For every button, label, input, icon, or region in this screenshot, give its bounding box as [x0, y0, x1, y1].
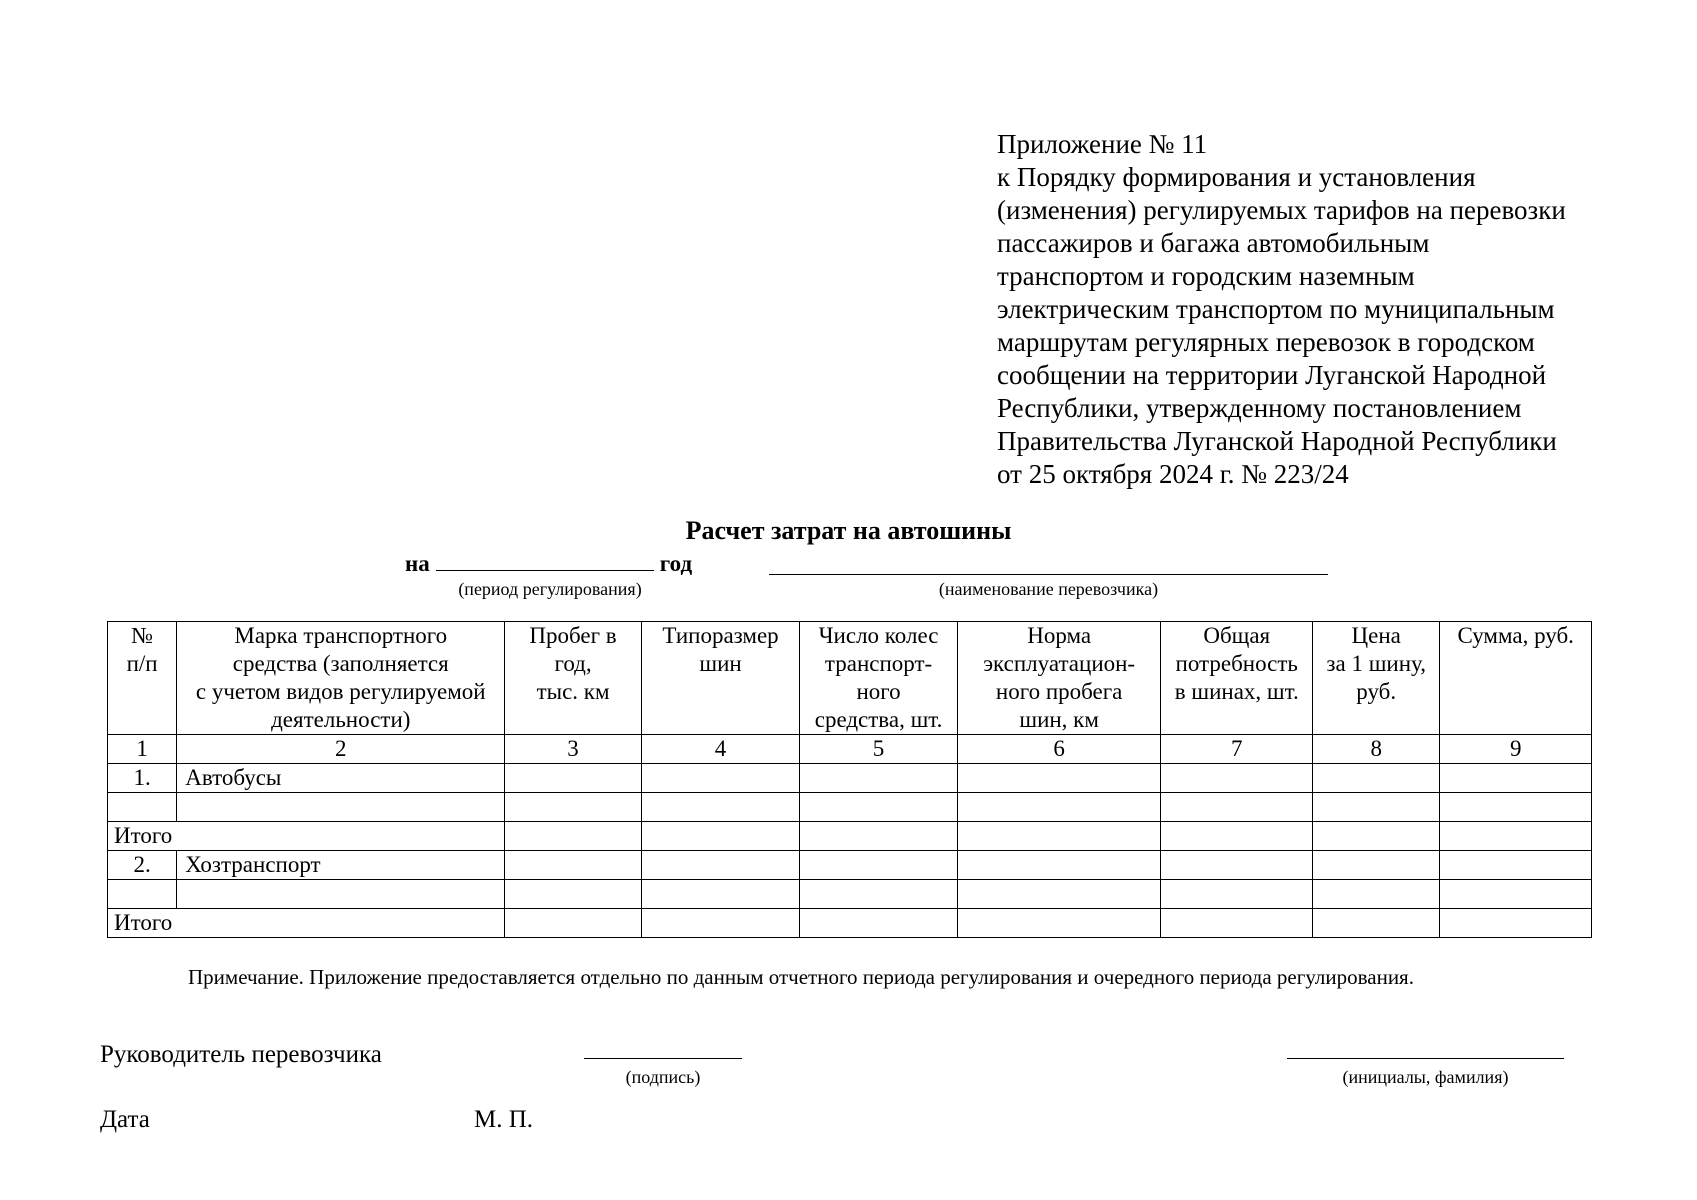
data-cell[interactable] — [1161, 793, 1313, 822]
column-header-line: за 1 шину, — [1326, 651, 1426, 676]
appendix-line: электрическим транспортом по муниципальным — [997, 294, 1555, 324]
appendix-block — [997, 128, 1637, 491]
tire-costs-table — [107, 621, 1592, 938]
data-cell[interactable] — [957, 822, 1161, 851]
data-cell[interactable] — [1161, 909, 1313, 938]
column-header — [505, 622, 641, 735]
table-row — [108, 822, 1592, 851]
column-number: 8 — [1312, 735, 1439, 764]
appendix-line: транспортом и городским наземным — [997, 261, 1415, 291]
data-cell[interactable] — [1312, 909, 1439, 938]
period-caption: (период регулирования) — [458, 579, 642, 599]
row-number-cell: 1. — [108, 764, 177, 793]
column-header-line: с учетом видов регулируемой — [195, 679, 486, 704]
appendix-line: Правительства Луганской Народной Республики — [997, 426, 1557, 456]
carrier-caption: (наименование перевозчика) — [938, 579, 1159, 599]
data-cell[interactable] — [1161, 764, 1313, 793]
data-cell[interactable] — [1440, 822, 1592, 851]
data-cell[interactable] — [641, 880, 800, 909]
vehicle-type-cell[interactable] — [177, 880, 505, 909]
column-header-line: средства, шт. — [814, 707, 943, 732]
column-number: 2 — [177, 735, 505, 764]
data-cell[interactable] — [1440, 880, 1592, 909]
data-cell[interactable] — [641, 822, 800, 851]
total-label: Итого — [108, 822, 505, 851]
name-caption: (инициалы, фамилия) — [1342, 1067, 1509, 1087]
column-header-line: Пробег в — [529, 623, 617, 648]
data-cell[interactable] — [1440, 851, 1592, 880]
data-cell[interactable] — [505, 764, 641, 793]
data-cell[interactable] — [800, 822, 958, 851]
column-header — [1312, 622, 1439, 735]
column-header — [800, 622, 958, 735]
data-cell[interactable] — [1312, 851, 1439, 880]
column-header — [1161, 622, 1313, 735]
data-cell[interactable] — [505, 880, 641, 909]
table-row — [108, 909, 1592, 938]
data-cell[interactable] — [641, 764, 800, 793]
column-number: 5 — [800, 735, 958, 764]
stamp-label: М. П. — [474, 1106, 534, 1133]
column-number-row — [108, 735, 1592, 764]
table-row — [108, 793, 1592, 822]
column-header-line: год, — [554, 651, 592, 676]
column-header-line: № — [131, 623, 154, 648]
data-cell[interactable] — [1312, 880, 1439, 909]
column-header-line: средства (заполняется — [232, 651, 449, 676]
column-number: 6 — [957, 735, 1161, 764]
signature-blank-field[interactable] — [584, 1058, 742, 1059]
column-number: 3 — [505, 735, 641, 764]
data-cell[interactable] — [800, 764, 958, 793]
data-cell[interactable] — [800, 909, 958, 938]
data-cell[interactable] — [1440, 764, 1592, 793]
column-header-line: ного пробега — [995, 679, 1123, 704]
appendix-line: маршрутам регулярных перевозок в городском — [997, 327, 1535, 357]
column-header-line: шин — [699, 651, 742, 676]
column-number: 9 — [1440, 735, 1592, 764]
vehicle-type-cell: Автобусы — [177, 764, 505, 793]
row-number-cell: 2. — [108, 851, 177, 880]
column-header-line: Сумма, руб. — [1457, 623, 1574, 648]
column-header-line: Типоразмер — [662, 623, 779, 648]
data-cell[interactable] — [800, 793, 958, 822]
column-header-line: Марка транспортного — [234, 623, 448, 648]
column-header-line: тыс. км — [536, 679, 610, 704]
data-cell[interactable] — [1161, 880, 1313, 909]
data-cell[interactable] — [1312, 793, 1439, 822]
column-header — [641, 622, 800, 735]
data-cell[interactable] — [1440, 793, 1592, 822]
column-header — [957, 622, 1161, 735]
vehicle-type-cell[interactable] — [177, 793, 505, 822]
row-number-cell — [108, 880, 177, 909]
period-line — [405, 548, 692, 579]
column-number: 1 — [108, 735, 177, 764]
data-cell[interactable] — [1440, 909, 1592, 938]
signature-caption: (подпись) — [625, 1067, 701, 1087]
data-cell[interactable] — [800, 880, 958, 909]
data-cell[interactable] — [641, 793, 800, 822]
appendix-line: к Порядку формирования и установления — [997, 162, 1476, 192]
data-cell[interactable] — [505, 851, 641, 880]
data-cell[interactable] — [957, 793, 1161, 822]
appendix-line: Республики, утвержденному постановлением — [997, 393, 1522, 423]
table-row — [108, 880, 1592, 909]
column-header-line: деятельности) — [271, 707, 411, 732]
data-cell[interactable] — [957, 909, 1161, 938]
data-cell[interactable] — [957, 851, 1161, 880]
document-title: Расчет затрат на автошины — [685, 516, 1012, 545]
table-header-row — [108, 622, 1592, 735]
data-cell[interactable] — [1161, 851, 1313, 880]
period-blank-field[interactable] — [436, 548, 654, 571]
data-cell[interactable] — [641, 909, 800, 938]
period-suffix: год — [659, 551, 693, 576]
data-cell[interactable] — [1312, 764, 1439, 793]
appendix-line: Приложение № 11 — [997, 129, 1208, 159]
name-blank-field[interactable] — [1287, 1058, 1564, 1059]
column-header-line: в шинах, шт. — [1174, 679, 1299, 704]
data-cell[interactable] — [505, 793, 641, 822]
column-header-line: транспорт- — [824, 651, 933, 676]
appendix-line: (изменения) регулируемых тарифов на перевозки — [997, 195, 1566, 225]
vehicle-type-cell: Хозтранспорт — [177, 851, 505, 880]
period-prefix: на — [405, 551, 430, 576]
column-header-line: ного — [856, 679, 901, 704]
column-header-line: потребность — [1175, 651, 1298, 676]
data-cell[interactable] — [505, 909, 641, 938]
column-header-line: руб. — [1356, 679, 1397, 704]
data-cell[interactable] — [641, 851, 800, 880]
column-number: 7 — [1161, 735, 1313, 764]
column-header — [177, 622, 505, 735]
appendix-line: пассажиров и багажа автомобильным — [997, 228, 1430, 258]
carrier-name-blank-field[interactable] — [769, 574, 1328, 575]
column-header — [108, 622, 177, 735]
data-cell[interactable] — [800, 851, 958, 880]
data-cell[interactable] — [957, 764, 1161, 793]
column-header-line: Цена — [1351, 623, 1401, 648]
column-header-line: Общая — [1203, 623, 1271, 648]
row-number-cell — [108, 793, 177, 822]
signature-label: Руководитель перевозчика — [100, 1041, 382, 1068]
column-header-line: шин, км — [1019, 707, 1099, 732]
column-header-line: эксплуатацион- — [983, 651, 1136, 676]
data-cell[interactable] — [505, 822, 641, 851]
data-cell[interactable] — [1161, 822, 1313, 851]
data-cell[interactable] — [1312, 822, 1439, 851]
appendix-line: от 25 октября 2024 г. № 223/24 — [997, 459, 1349, 489]
table-row — [108, 764, 1592, 793]
appendix-line: сообщении на территории Луганской Народной — [997, 360, 1547, 390]
table-row — [108, 851, 1592, 880]
column-header-line: Норма — [1027, 623, 1092, 648]
table-body — [108, 764, 1592, 938]
column-number: 4 — [641, 735, 800, 764]
date-label: Дата — [100, 1106, 150, 1133]
data-cell[interactable] — [957, 880, 1161, 909]
column-header-line: Число колес — [818, 623, 939, 648]
column-header-line: п/п — [126, 651, 158, 676]
total-label: Итого — [108, 909, 505, 938]
column-header — [1440, 622, 1592, 735]
note-paragraph: Примечание. Приложение предоставляется отдельно по данным отчетного периода регулирования и очередного периода регулирования. — [188, 965, 1414, 989]
